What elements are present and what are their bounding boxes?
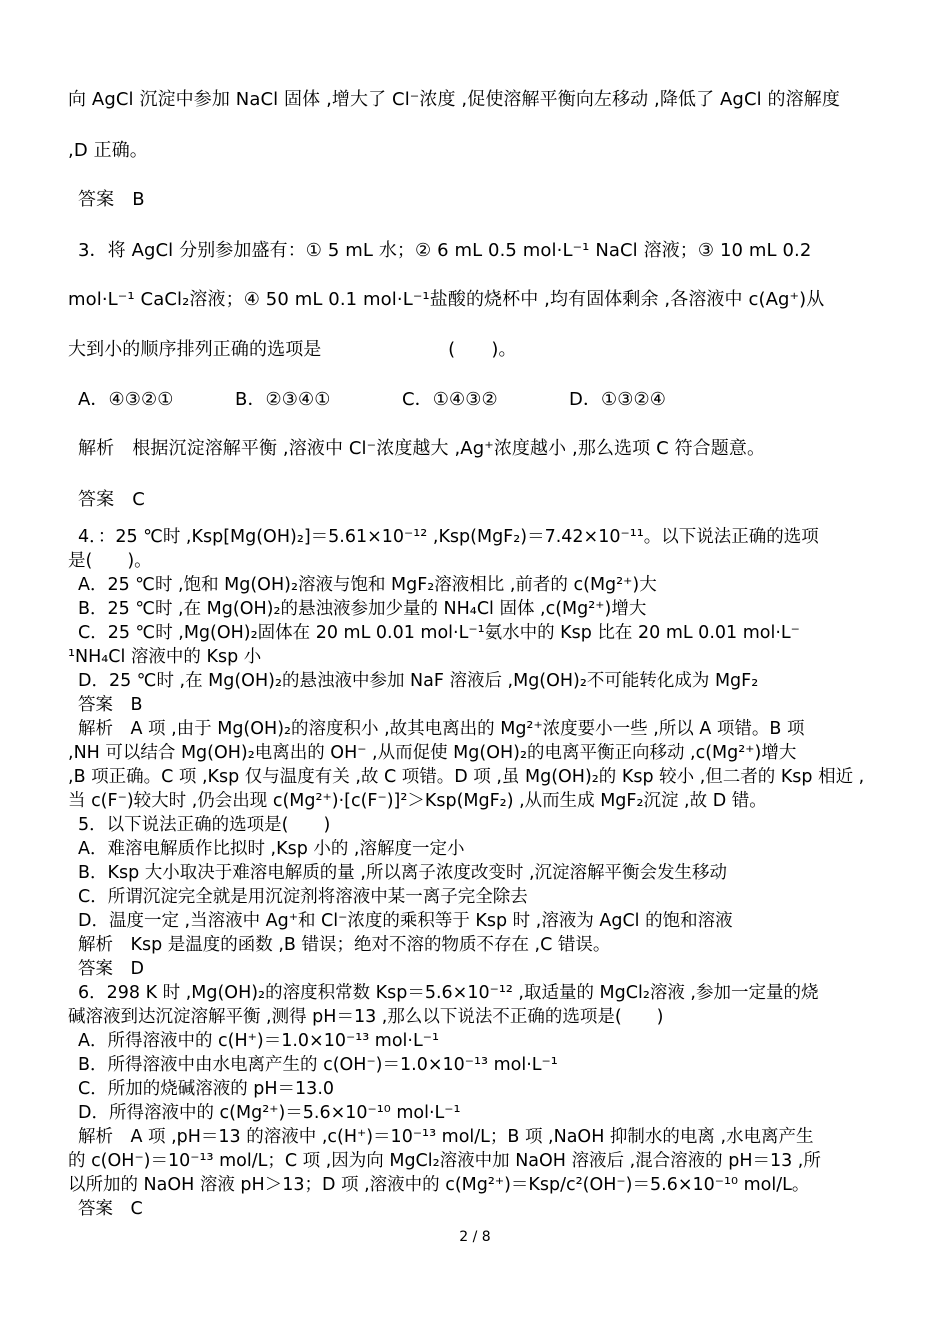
- question-6-option-d: D．所得溶液中的 c(Mg²⁺)＝5.6×10⁻¹⁰ mol·L⁻¹: [78, 1103, 461, 1123]
- analysis-line: 解析 A 项 ,由于 Mg(OH)₂的溶度积小 ,故其电离出的 Mg²⁺浓度要小一些 ,所以 A 项错。B 项: [78, 719, 805, 739]
- analysis-line: ,B 项正确。C 项 ,Ksp 仅与温度有关 ,故 C 项错。D 项 ,虽 Mg(OH)₂的 Ksp 较小 ,但二者的 Ksp 相近 ,: [68, 767, 865, 787]
- question-4-option-d: D．25 ℃时 ,在 Mg(OH)₂的悬浊液中参加 NaF 溶液后 ,Mg(OH)₂不可能转化成为 MgF₂: [78, 671, 759, 691]
- answer-line: 答案 C: [78, 1199, 143, 1219]
- question-6-line: 碱溶液到达沉淀溶解平衡 ,测得 pH＝13 ,那么以下说法不正确的选项是( ): [68, 1007, 664, 1027]
- text-line: ,D 正确。: [68, 140, 148, 161]
- question-6-option-b: B．所得溶液中由水电离产生的 c(OH⁻)＝1.0×10⁻¹³ mol·L⁻¹: [78, 1055, 558, 1075]
- option-b: B．②③④①: [235, 389, 331, 410]
- analysis-line: 解析 Ksp 是温度的函数 ,B 错误；绝对不溶的物质不存在 ,C 错误。: [78, 935, 611, 955]
- question-4-option-a: A．25 ℃时 ,饱和 Mg(OH)₂溶液与饱和 MgF₂溶液相比 ,前者的 c(Mg²⁺)大: [78, 575, 657, 595]
- question-4-option-c-cont: ¹NH₄Cl 溶液中的 Ksp 小: [68, 647, 262, 667]
- option-a: A．④③②①: [78, 389, 174, 410]
- question-5-option-d: D．温度一定 ,当溶液中 Ag⁺和 Cl⁻浓度的乘积等于 Ksp 时 ,溶液为 AgCl 的饱和溶液: [78, 911, 733, 931]
- question-4-option-c: C．25 ℃时 ,Mg(OH)₂固体在 20 mL 0.01 mol·L⁻¹氨水中的 Ksp 比在 20 mL 0.01 mol·L⁻: [78, 623, 800, 643]
- answer-line: 答案 B: [78, 695, 143, 715]
- analysis-line: ,NH 可以结合 Mg(OH)₂电离出的 OH⁻ ,从而促使 Mg(OH)₂的电离平衡正向移动 ,c(Mg²⁺)增大: [68, 743, 797, 763]
- question-3-line: 大到小的顺序排列正确的选项是 ( )。: [68, 339, 517, 360]
- answer-line: 答案 D: [78, 959, 144, 979]
- question-4-option-b: B．25 ℃时 ,在 Mg(OH)₂的悬浊液参加少量的 NH₄Cl 固体 ,c(Mg²⁺)增大: [78, 599, 647, 619]
- question-4-line: 是( )。: [68, 551, 152, 571]
- text-line: 向 AgCl 沉淀中参加 NaCl 固体 ,增大了 Cl⁻浓度 ,促使溶解平衡向左移动 ,降低了 AgCl 的溶解度: [68, 89, 840, 110]
- question-5-option-a: A．难溶电解质作比拟时 ,Ksp 小的 ,溶解度一定小: [78, 839, 465, 859]
- question-6-option-c: C．所加的烧碱溶液的 pH＝13.0: [78, 1079, 335, 1099]
- answer-line: 答案 B: [78, 189, 145, 210]
- page-number: 2 / 8: [459, 1229, 491, 1245]
- analysis-line: 当 c(F⁻)较大时 ,仍会出现 c(Mg²⁺)·[c(F⁻)]²＞Ksp(MgF₂) ,从而生成 MgF₂沉淀 ,故 D 错。: [68, 791, 767, 811]
- question-6-line: 6．298 K 时 ,Mg(OH)₂的溶度积常数 Ksp＝5.6×10⁻¹² ,取适量的 MgCl₂溶液 ,参加一定量的烧: [78, 983, 819, 1003]
- question-3-options: [68, 388, 893, 412]
- question-5-option-c: C．所谓沉淀完全就是用沉淀剂将溶液中某一离子完全除去: [78, 887, 528, 907]
- question-3-line: 3．将 AgCl 分别参加盛有：① 5 mL 水；② 6 mL 0.5 mol·L⁻¹ NaCl 溶液；③ 10 mL 0.2: [78, 240, 812, 261]
- analysis-line: 的 c(OH⁻)＝10⁻¹³ mol/L；C 项 ,因为向 MgCl₂溶液中加 NaOH 溶液后 ,混合溶液的 pH＝13 ,所: [68, 1151, 821, 1171]
- question-5-stem: 5．以下说法正确的选项是( ): [78, 815, 331, 835]
- answer-line: 答案 C: [78, 489, 145, 510]
- question-4-line: 4．：25 ℃时 ,Ksp[Mg(OH)₂]＝5.61×10⁻¹² ,Ksp(MgF₂)＝7.42×10⁻¹¹。以下说法正确的选项: [78, 527, 819, 547]
- analysis-line: 以所加的 NaOH 溶液 pH＞13；D 项 ,溶液中的 c(Mg²⁺)＝Ksp/c²(OH⁻)＝5.6×10⁻¹⁰ mol/L。: [68, 1175, 810, 1195]
- analysis-line: 解析 根据沉淀溶解平衡 ,溶液中 Cl⁻浓度越大 ,Ag⁺浓度越小 ,那么选项 C 符合题意。: [78, 438, 766, 459]
- question-5-option-b: B．Ksp 大小取决于难溶电解质的量 ,所以离子浓度改变时 ,沉淀溶解平衡会发生移动: [78, 863, 728, 883]
- question-3-line: mol·L⁻¹ CaCl₂溶液；④ 50 mL 0.1 mol·L⁻¹盐酸的烧杯中 ,均有固体剩余 ,各溶液中 c(Ag⁺)从: [68, 289, 825, 310]
- question-6-option-a: A．所得溶液中的 c(H⁺)＝1.0×10⁻¹³ mol·L⁻¹: [78, 1031, 439, 1051]
- option-d: D．①③②④: [569, 389, 667, 410]
- analysis-line: 解析 A 项 ,pH＝13 的溶液中 ,c(H⁺)＝10⁻¹³ mol/L；B 项 ,NaOH 抑制水的电离 ,水电离产生: [78, 1127, 814, 1147]
- option-c: C．①④③②: [402, 389, 498, 410]
